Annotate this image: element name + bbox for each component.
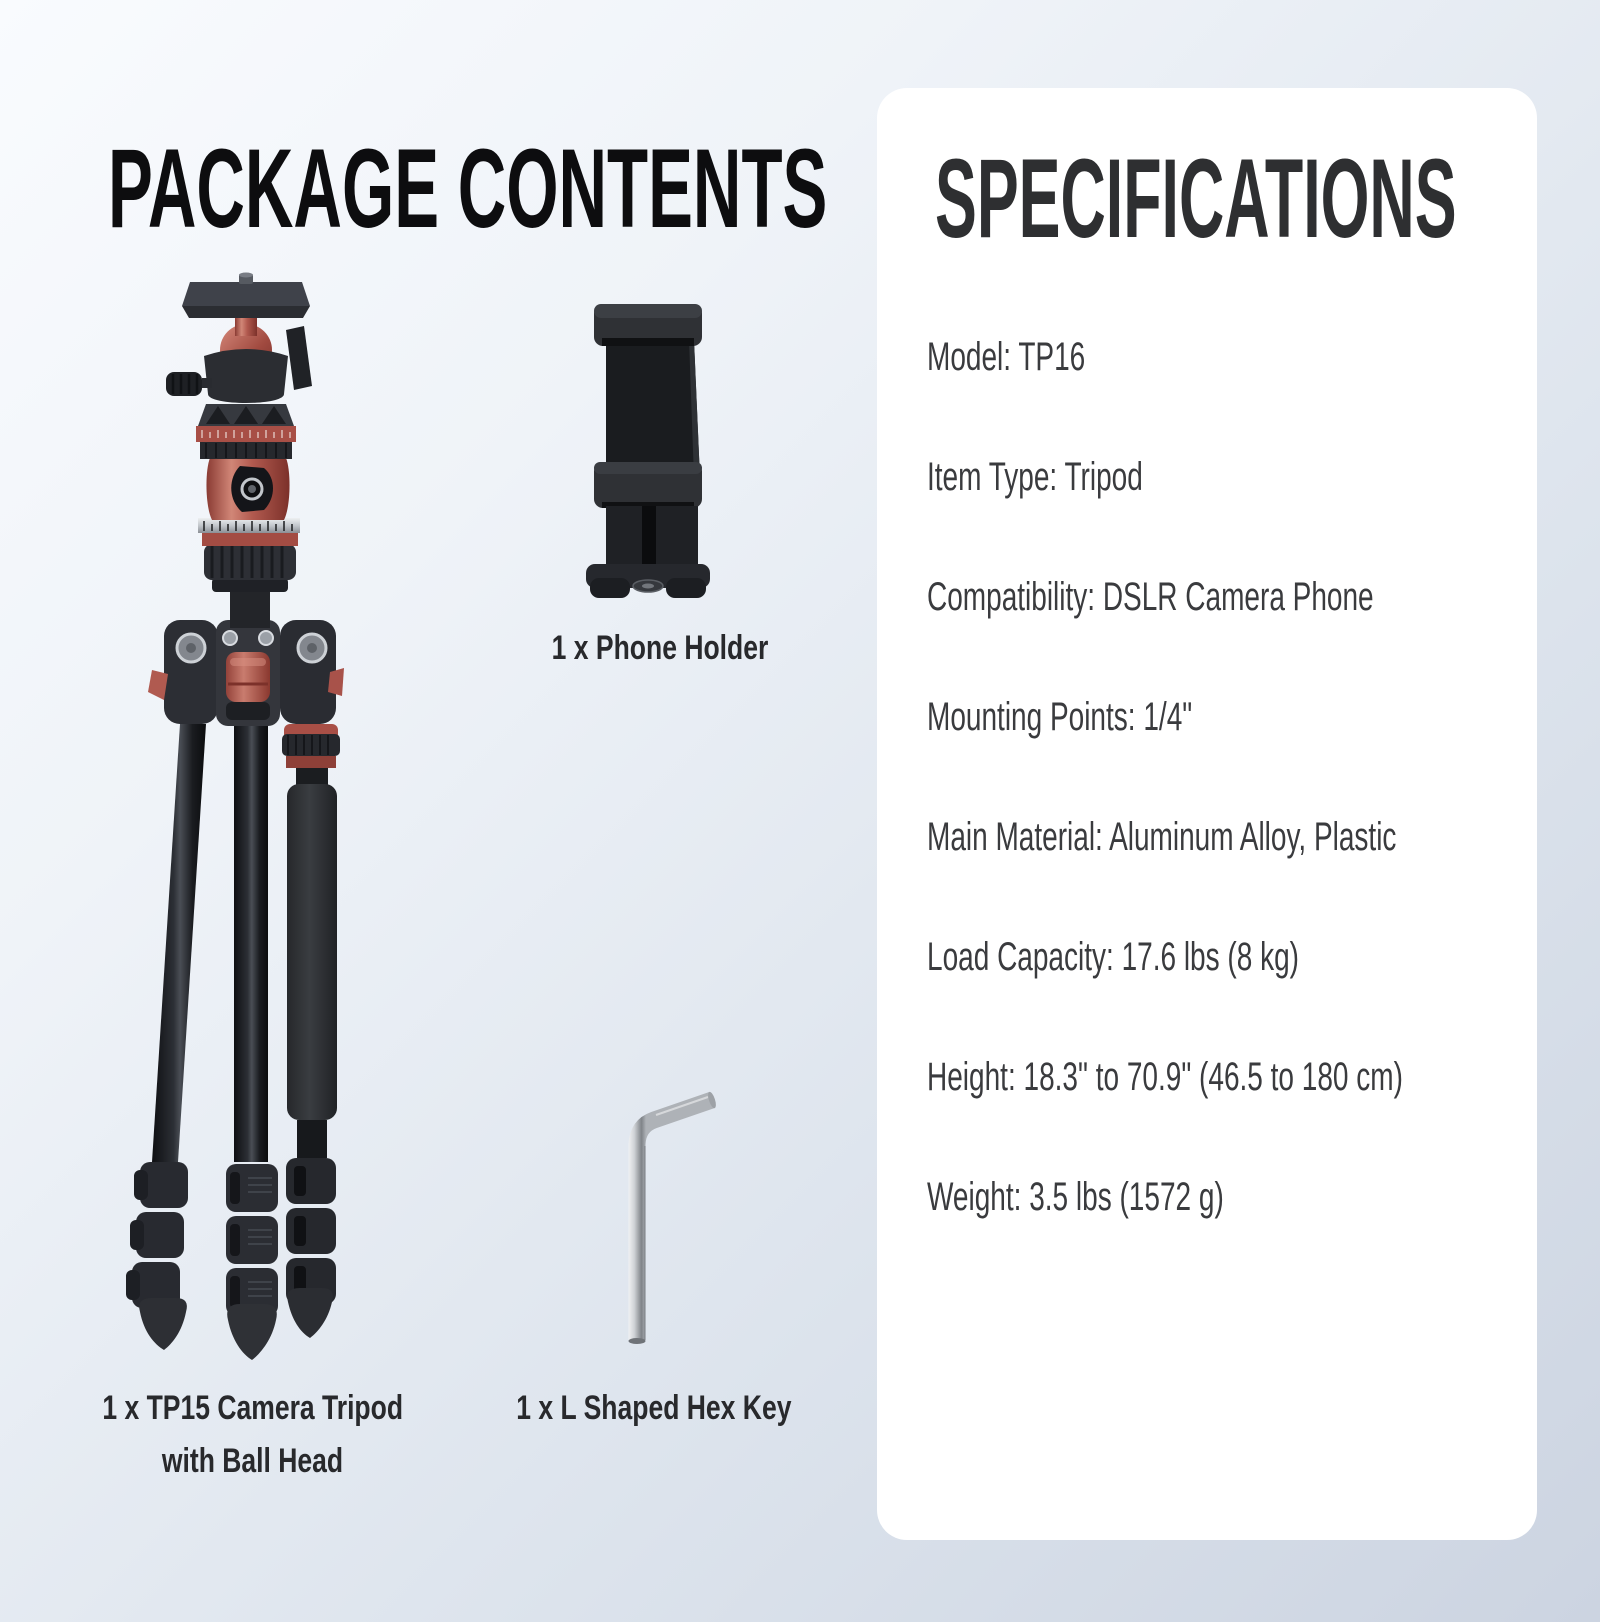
phone-holder-caption: 1 x Phone Holder [551, 629, 769, 667]
hex-key-photo [598, 1058, 742, 1358]
spec-row-mounting-points: Mounting Points: 1/4" [927, 694, 1193, 739]
ball-head [166, 273, 312, 629]
specifications-list [927, 297, 1513, 1257]
package-contents-title: PACKAGE CONTENTS [108, 126, 828, 251]
hex-key-illustration [598, 1058, 742, 1358]
spec-row-model: Model: TP16 [927, 334, 1086, 379]
tripod-illustration [88, 272, 452, 1364]
spec-row-load-capacity: Load Capacity: 17.6 lbs (8 kg) [927, 934, 1299, 979]
phone-holder-photo [572, 296, 724, 600]
hex-key-caption: 1 x L Shaped Hex Key [516, 1389, 792, 1427]
tripod-photo [88, 272, 452, 1364]
spec-row-compatibility: Compatibility: DSLR Camera Phone [927, 574, 1374, 619]
phone-holder-illustration [572, 296, 724, 600]
tripod-legs [126, 724, 340, 1360]
specifications-title: SPECIFICATIONS [935, 136, 1457, 261]
tripod-leg-hinges [148, 620, 344, 726]
specifications-card [877, 88, 1537, 1540]
tripod-caption: 1 x TP15 Camera Tripod with Ball Head [102, 1389, 404, 1480]
spec-row-height: Height: 18.3" to 70.9" (46.5 to 180 cm) [927, 1054, 1403, 1099]
spec-row-weight: Weight: 3.5 lbs (1572 g) [927, 1174, 1224, 1219]
spec-row-main-material: Main Material: Aluminum Alloy, Plastic [927, 814, 1397, 859]
spec-row-item-type: Item Type: Tripod [927, 454, 1143, 499]
